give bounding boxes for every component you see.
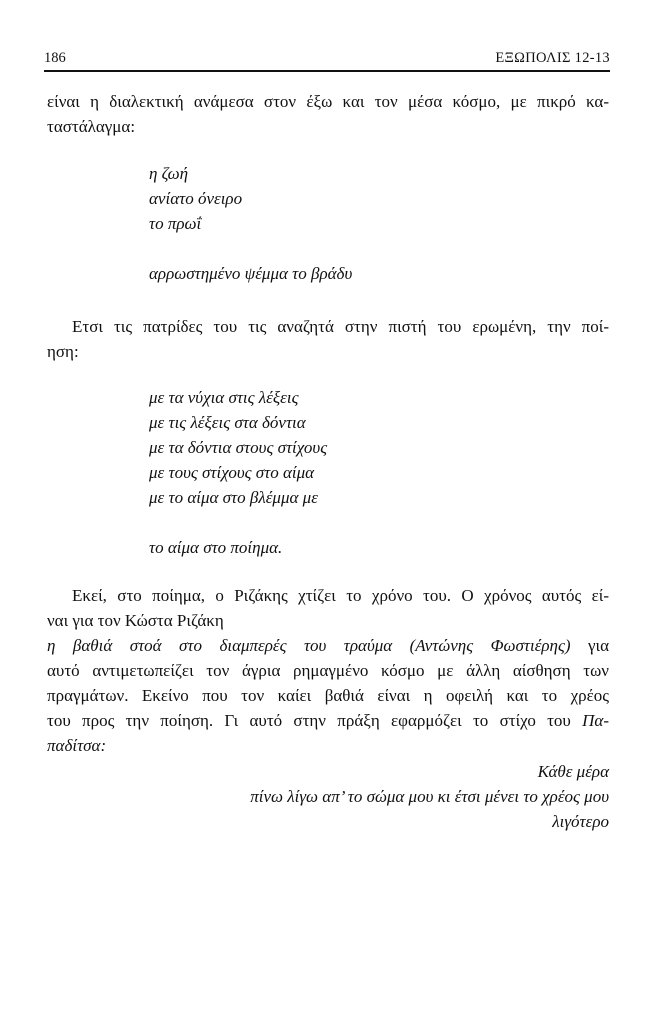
paragraph-line: Εκεί, στο ποίημα, ο Ριζάκης χτίζει το χρόνο του. Ο χρόνος αυτός εί- <box>72 586 609 605</box>
poem-line: με τα δόντια στους στίχους <box>149 438 328 457</box>
header-rule <box>44 70 610 72</box>
poem-line: το αίμα στο ποίημα. <box>149 538 283 557</box>
paragraph-line: είναι η διαλεκτική ανάμεσα στον έξω και τον μέσα κόσμο, με πικρό κα- <box>47 92 609 111</box>
paragraph-line: παδίτσα: <box>47 736 107 755</box>
paragraph-line <box>47 710 609 732</box>
journal-title: ΕΞΩΠΟΛΙΣ 12-13 <box>495 50 610 66</box>
poet-name: Πα- <box>582 711 609 730</box>
paragraph-text: του προς την ποίηση. Γι αυτό στην πράξη εφαρμόζει το στίχο του <box>47 711 583 730</box>
page-number: 186 <box>44 50 66 66</box>
paragraph-line: Ετσι τις πατρίδες του τις αναζητά στην πιστή του ερωμένη, την ποί- <box>72 317 609 336</box>
paragraph-line: αυτό αντιμετωπείζει τον άγρια ρημαγμένο κόσμο με άλλη αίσθηση των <box>47 661 609 680</box>
poem-line: με τις λέξεις στα δόντια <box>149 413 306 432</box>
quote-line: λιγότερο <box>552 812 609 831</box>
quoted-phrase: η βαθιά στοά στο διαμπερές του τραύμα (Αντώνης Φωστιέρης) <box>47 636 571 655</box>
quote-line: Κάθε μέρα <box>537 762 609 781</box>
poem-line: το πρωΐ <box>149 214 202 233</box>
paragraph-line: ταστάλαγμα: <box>47 117 136 136</box>
poem-line: με τους στίχους στο αίμα <box>149 463 315 482</box>
poem-line: με τα νύχια στις λέξεις <box>149 388 299 407</box>
poem-line: αρρωστημένο ψέμμα το βράδυ <box>149 264 353 283</box>
poem-line: η ζωή <box>149 164 189 183</box>
paragraph-line <box>47 635 609 657</box>
paragraph-text: για <box>570 636 609 655</box>
quote-line: πίνω λίγω απ’ το σώμα μου κι έτσι μένει το χρέος μου <box>250 787 609 806</box>
poem-line: ανίατο όνειρο <box>149 189 243 208</box>
paragraph-line: ναι για τον Κώστα Ριζάκη <box>47 611 224 630</box>
poem-line: με το αίμα στο βλέμμα με <box>149 488 318 507</box>
paragraph-line: πραγμάτων. Εκείνο που τον καίει βαθιά είναι η οφειλή και το χρέος <box>47 686 609 705</box>
paragraph-line: ηση: <box>47 342 79 361</box>
